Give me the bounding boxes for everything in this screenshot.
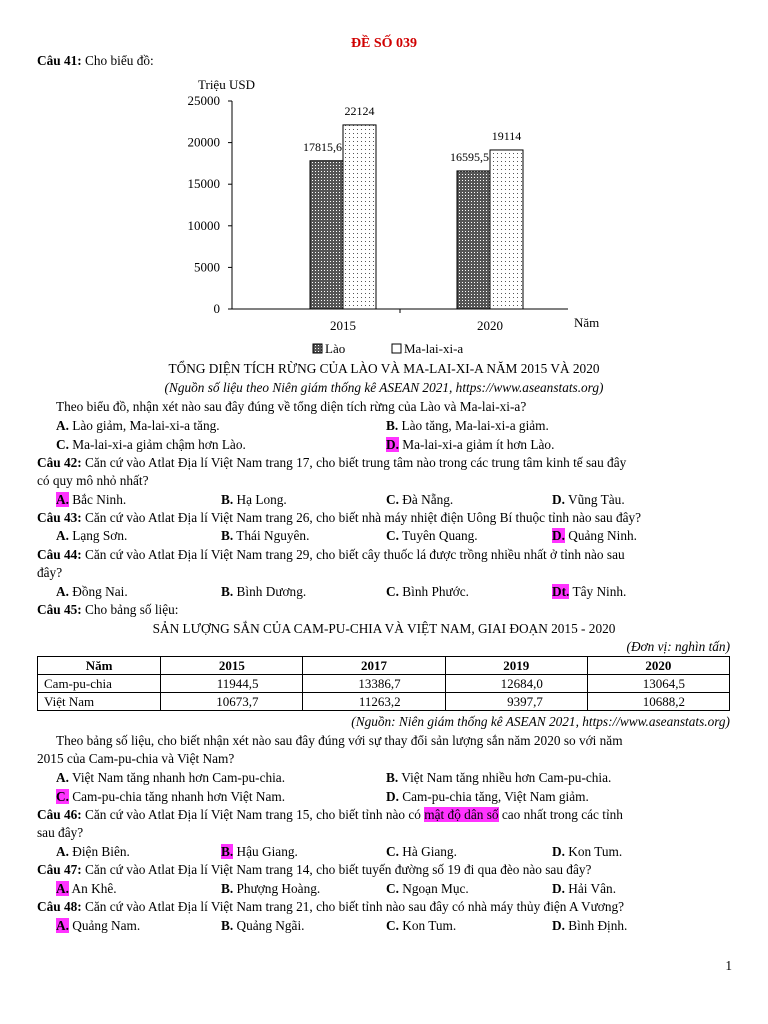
question-44: Câu 44: Căn cứ vào Atlat Địa lí Việt Nam trang 29, cho biết cây thuốc lá được trồng nhiều nhất ở tỉnh nào sau [37, 547, 625, 562]
option-43-a[interactable]: A. Lạng Sơn. [56, 528, 128, 543]
question-48: Câu 48: Căn cứ vào Atlat Địa lí Việt Nam trang 21, cho biết tỉnh nào sau đây có nhà máy thủy điện A Vương? [37, 899, 625, 914]
table-source: (Nguồn: Niên giám thống kê ASEAN 2021, https://www.aseanstats.org) [351, 714, 730, 729]
question-45: Câu 45: Cho bảng số liệu: [37, 602, 179, 617]
y-tick-label: 20000 [187, 134, 220, 150]
data-label: 16595,5 [450, 149, 489, 164]
question-45-stem-cont: 2015 của Cam-pu-chia và Việt Nam? [37, 751, 235, 766]
option-45-a[interactable]: A. Việt Nam tăng nhanh hơn Cam-pu-chia. [56, 770, 286, 785]
cassava-table [37, 656, 730, 711]
option-43-c[interactable]: C. Tuyên Quang. [386, 528, 478, 543]
table-unit: (Đơn vị: nghìn tấn) [626, 639, 730, 654]
option-47-b[interactable]: B. Phượng Hoàng. [221, 881, 321, 896]
question-42-cont: có quy mô nhỏ nhất? [37, 473, 149, 488]
option-42-b[interactable]: B. Hạ Long. [221, 492, 287, 507]
option-47-a[interactable]: A. An Khê. [56, 881, 117, 896]
y-axis-label: Triệu USD [198, 77, 255, 92]
question-45-stem: Theo bảng số liệu, cho biết nhận xét nào sau đây đúng với sự thay đổi sản lượng sắn năm 2020 so với năm [56, 733, 623, 748]
question-43: Câu 43: Căn cứ vào Atlat Địa lí Việt Nam trang 26, cho biết nhà máy nhiệt điện Uông Bí thuộc tỉnh nào sau đây? [37, 510, 642, 525]
y-tick-label: 15000 [187, 176, 220, 192]
option-48-c[interactable]: C. Kon Tum. [386, 918, 457, 933]
question-46: Câu 46: Căn cứ vào Atlat Địa lí Việt Nam trang 15, cho biết tỉnh nào có mật độ dân số cao nhất trong các tỉnh [37, 807, 623, 822]
option-41-d[interactable]: D. Ma-lai-xi-a giảm ít hơn Lào. [386, 437, 555, 452]
data-label: 22124 [344, 103, 375, 118]
question-text: Cho biểu đồ: [85, 53, 154, 68]
x-axis-label: Năm [574, 315, 600, 330]
option-48-d[interactable]: D. Bình Định. [552, 918, 628, 933]
question-46-cont: sau đây? [37, 825, 84, 840]
option-45-c[interactable]: C. Cam-pu-chia tăng nhanh hơn Việt Nam. [56, 789, 286, 804]
option-43-b[interactable]: B. Thái Nguyên. [221, 528, 310, 543]
option-42-a[interactable]: A. Bắc Ninh. [56, 492, 127, 507]
exam-title: ĐỀ SỐ 039 [350, 36, 418, 51]
option-42-d[interactable]: D. Vũng Tàu. [552, 492, 625, 507]
bar-malaysia [490, 150, 523, 309]
table-row: Cam-pu-chia 11944,5 13386,7 12684,0 13064,5 [38, 675, 730, 693]
option-47-d[interactable]: D. Hải Vân. [552, 881, 617, 896]
y-tick-label: 25000 [187, 93, 220, 108]
option-42-c[interactable]: C. Đà Nẵng. [386, 492, 454, 507]
chart-caption: TỔNG DIỆN TÍCH RỪNG CỦA LÀO VÀ MA-LAI-XI-A NĂM 2015 VÀ 2020 [168, 361, 600, 376]
question-44-cont: đây? [37, 565, 63, 580]
legend-label-lao: Lào [325, 341, 346, 356]
forest-area-chart [0, 0, 768, 370]
option-41-c[interactable]: C. Ma-lai-xi-a giảm chậm hơn Lào. [56, 437, 246, 452]
table-header-row: Năm 2015 2017 2019 2020 [38, 657, 730, 675]
option-47-c[interactable]: C. Ngoạn Mục. [386, 881, 469, 896]
data-label: 19114 [491, 128, 522, 143]
option-46-d[interactable]: D. Kon Tum. [552, 844, 623, 859]
option-46-c[interactable]: C. Hà Giang. [386, 844, 457, 859]
option-46-a[interactable]: A. Điện Biên. [56, 844, 130, 859]
option-44-d[interactable]: Dt. Tây Ninh. [552, 584, 627, 599]
legend-swatch-malaysia [392, 344, 401, 353]
x-tick-label: 2020 [477, 318, 503, 333]
data-label: 17815,6 [303, 139, 342, 154]
table-row: Việt Nam 10673,7 11263,2 9397,7 10688,2 [38, 693, 730, 711]
option-44-c[interactable]: C. Bình Phước. [386, 584, 469, 599]
option-41-b[interactable]: B. Lào tăng, Ma-lai-xi-a giảm. [386, 418, 549, 433]
option-48-b[interactable]: B. Quảng Ngãi. [221, 918, 305, 933]
y-tick-label: 10000 [187, 217, 220, 233]
highlighted-phrase: mật độ dân số [424, 807, 499, 822]
option-43-d[interactable]: D. Quảng Ninh. [552, 528, 637, 543]
table-caption: SẢN LƯỢNG SẮN CỦA CAM-PU-CHIA VÀ VIỆT NAM, GIAI ĐOẠN 2015 - 2020 [152, 621, 616, 636]
question-number: Câu 41: [37, 53, 82, 68]
chart-source: (Nguồn số liệu theo Niên giám thống kê ASEAN 2021, https://www.aseanstats.org) [164, 380, 604, 395]
legend-swatch-lao [313, 344, 322, 353]
bar-lao [310, 161, 343, 309]
option-45-d[interactable]: D. Cam-pu-chia tăng, Việt Nam giảm. [386, 789, 589, 804]
option-48-a[interactable]: A. Quảng Nam. [56, 918, 141, 933]
question-41-stem: Theo biểu đồ, nhận xét nào sau đây đúng về tổng diện tích rừng của Lào và Ma-lai-xi-a? [56, 399, 527, 414]
legend-label-malaysia: Ma-lai-xi-a [404, 341, 464, 356]
option-46-b[interactable]: B. Hậu Giang. [221, 844, 298, 859]
question-42: Câu 42: Căn cứ vào Atlat Địa lí Việt Nam trang 17, cho biết trung tâm nào trong các trung tâm kinh tế sau đây [37, 455, 627, 470]
option-41-a[interactable]: A. Lào giảm, Ma-lai-xi-a tăng. [56, 418, 220, 433]
option-45-b[interactable]: B. Việt Nam tăng nhiều hơn Cam-pu-chia. [386, 770, 612, 785]
y-tick-label: 0 [213, 301, 220, 316]
bar-malaysia [343, 125, 376, 309]
page-number: 1 [725, 958, 732, 973]
option-44-b[interactable]: B. Bình Dương. [221, 584, 307, 599]
x-tick-label: 2015 [330, 318, 356, 333]
question-47: Câu 47: Căn cứ vào Atlat Địa lí Việt Nam trang 14, cho biết tuyến đường số 19 đi qua đèo nào sau đây? [37, 862, 592, 877]
option-44-a[interactable]: A. Đồng Nai. [56, 584, 128, 599]
y-tick-label: 5000 [194, 259, 220, 275]
bar-lao [457, 171, 490, 309]
